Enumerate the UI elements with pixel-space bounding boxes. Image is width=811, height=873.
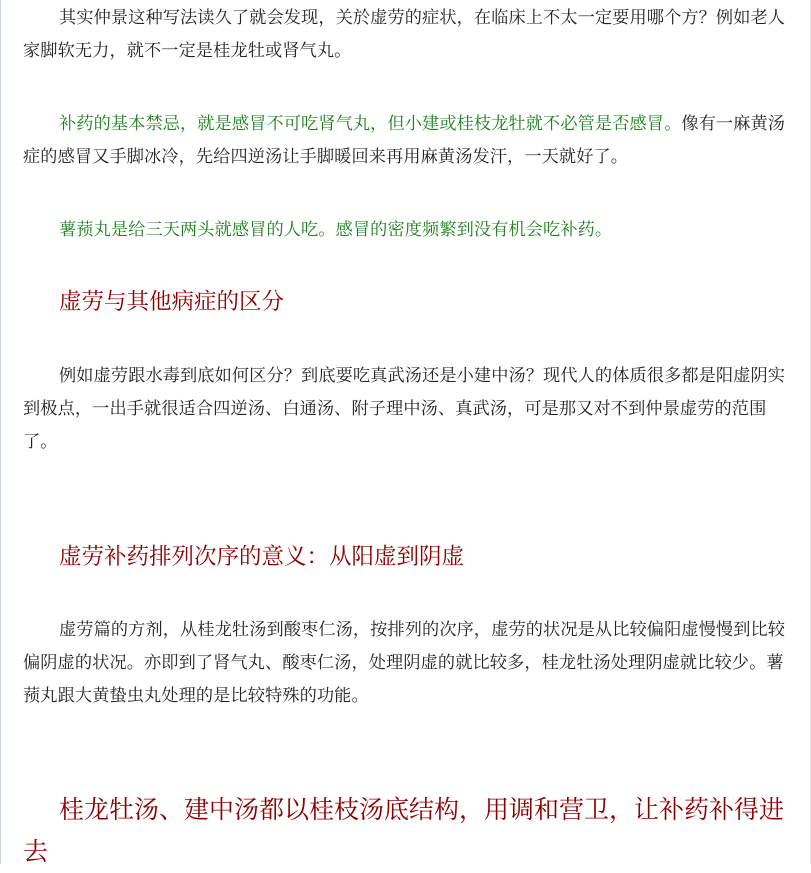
heading-distinguish: 虚劳与其他病症的区分 — [59, 289, 285, 315]
paragraph-water-toxin: 例如虚劳跟水毒到底如何区分？到底要吃真武汤还是小建中汤？现代人的体质很多都是阳虚阴实到极点，一出手就很适合四逆汤、白通汤、附子理中汤、真武汤，可是那又对不到仲景虚劳的范围了。 — [23, 366, 786, 452]
heading-guilongmu: 桂龙牡汤、建中汤都以桂枝汤底结构，用调和营卫，让补药补得进去 — [23, 795, 785, 866]
paragraph-contraindication-rest: 像有一麻黄汤症的感冒又手脚冰冷，先给四逆汤让手脚暖回来再用麻黄汤发汗，一天就好了。 — [23, 114, 786, 167]
paragraph-formula-order: 虚劳篇的方剂，从桂龙牡汤到酸枣仁汤，按排列的次序，虚劳的状况是从比较偏阳虚慢慢到比较偏阴虚的状况。亦即到了肾气丸、酸枣仁汤，处理阴虚的就比较多，桂龙牡汤处理阴虚就比较少。薯蓣丸跟大黄蛰虫丸处理的是比较特殊的功能。 — [23, 620, 786, 706]
paragraph-contraindication — [23, 108, 793, 174]
paragraph-shuyu-pill: 薯蓣丸是给三天两头就感冒的人吃。感冒的密度频繁到没有机会吃补药。 — [59, 220, 613, 240]
highlight-contraindication: 补药的基本禁忌，就是感冒不可吃肾气丸，但小建或桂枝龙牡就不必管是否感冒。 — [59, 114, 682, 134]
heading-order-meaning: 虚劳补药排列次序的意义：从阳虚到阴虚 — [59, 544, 465, 570]
paragraph-intro: 其实仲景这种写法读久了就会发现，关於虚劳的症状，在临床上不太一定要用哪个方？例如老人家脚软无力，就不一定是桂龙牡或肾气丸。 — [23, 8, 786, 61]
